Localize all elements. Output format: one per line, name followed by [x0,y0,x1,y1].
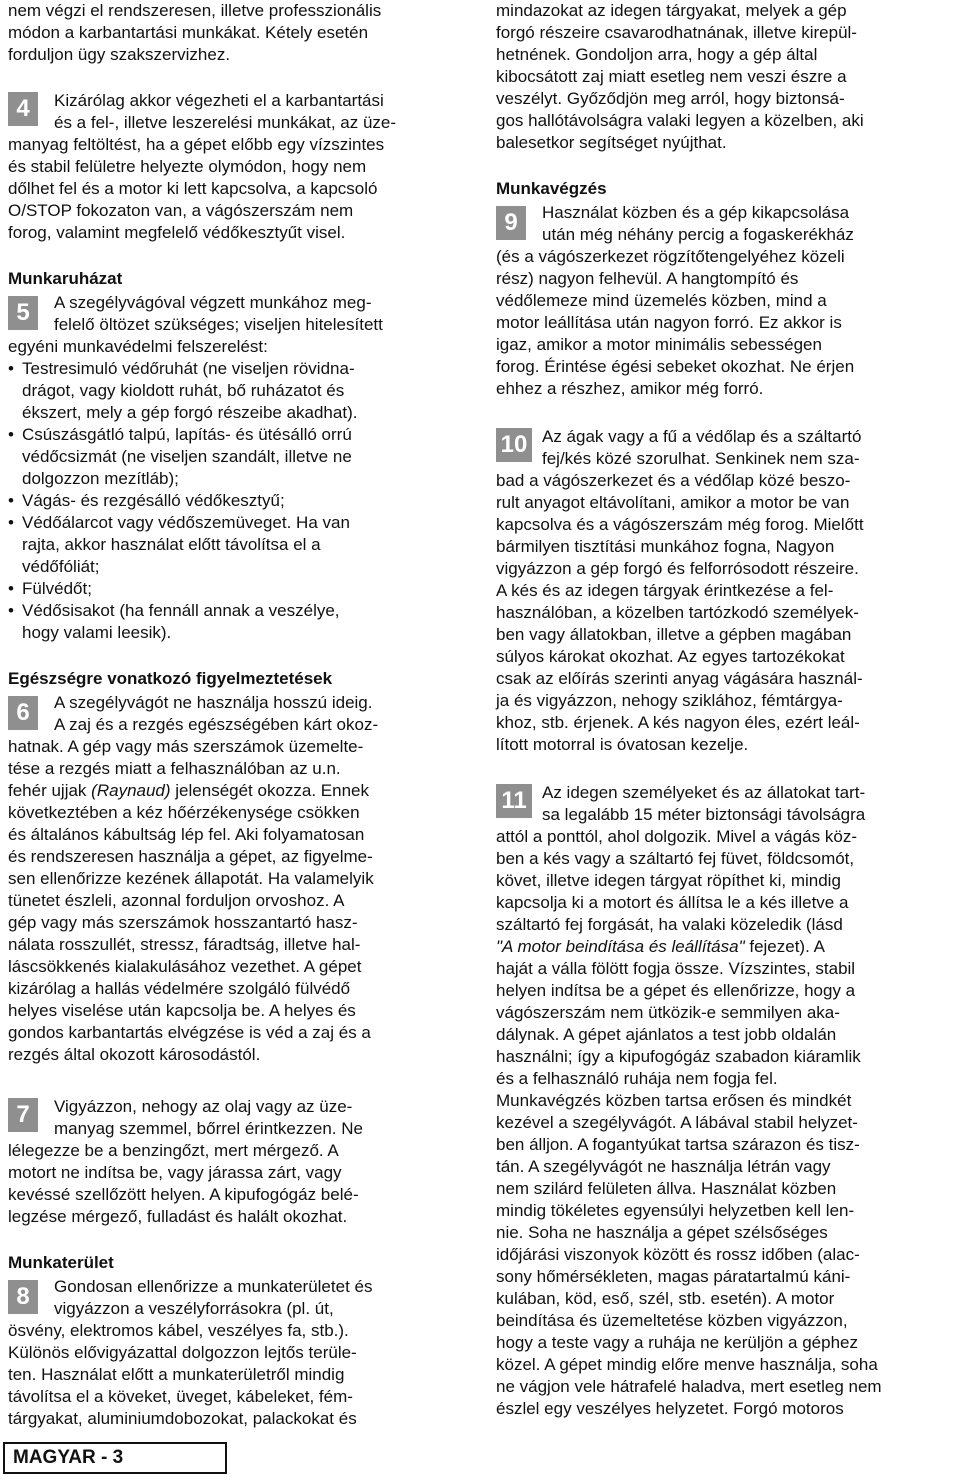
paragraph-line: rult anyagot eltávolítani, amikor a motor be van [496,493,850,512]
text-span: fehér ujjak [8,781,92,800]
paragraph-line: forgó részeire csavarodhatnának, illetve kirepül- [496,23,857,42]
bullet-item [8,512,350,534]
paragraph-line: rezgés által okozott károsodástól. [8,1045,261,1064]
paragraph-line: kapcsolva és a vágószerszám még forog. Mielőtt [496,515,864,534]
paragraph-line: forog. Érintése égési sebeket okozhat. Ne érjen [496,357,855,376]
bullet-text: Csúszásgátló talpú, lapítás- és ütésálló orrú [22,425,352,444]
italic-term: (Raynaud) [91,781,171,800]
paragraph-line: száltartó fej forgását, ha valaki közeledik (lásd [496,915,843,934]
paragraph-line: hetnének. Gondoljon arra, hogy a gép által [496,45,818,64]
bullet-continuation: drágot, vagy kioldott ruhát, bő ruházatot és [22,381,345,400]
paragraph-line: vágószerszám nem ütközik-e semmilyen aka- [496,1003,840,1022]
section-number-badge: 4 [8,92,38,126]
paragraph-line: ja és vigyázzon, nehogy sziklához, fémtárgya- [496,691,843,710]
text-span: fejezet). A [744,937,825,956]
section-heading: Munkavégzés [496,179,607,198]
paragraph-line: tése a rezgés miatt a felhasználóban az u.n. [8,759,341,778]
bullet-continuation: védőcsizmát (ne viseljen szandált, illetve ne [22,447,352,466]
bullet-marker: • [8,425,14,444]
paragraph-line: védőlemeze mind üzemelés közben, mind a [496,291,827,310]
paragraph-line: nem szilárd felületen állva. Használat közben [496,1179,837,1198]
page-footer-label: MAGYAR - 3 [3,1442,227,1474]
paragraph-line: Vigyázzon, nehogy az olaj vagy az üze- [54,1097,353,1116]
paragraph-line: nie. Soha ne használja a gépet szélsőséges [496,1223,828,1242]
bullet-marker: • [8,601,14,620]
paragraph-line: A szegélyvágót ne használja hosszú ideig. [54,693,373,712]
paragraph-line: és általános kábultság lép fel. Aki folyamatosan [8,825,365,844]
paragraph-line: kizárólag a hallás védelmére szolgáló fülvédő [8,979,351,998]
section-number-badge: 10 [496,428,532,462]
paragraph-line: sa legalább 15 méter biztonsági távolságra [542,805,866,824]
paragraph-line: tán. A szegélyvágót ne használja létrán vagy [496,1157,831,1176]
paragraph-line: gép vagy más szerszámok hosszantartó hasz- [8,913,358,932]
bullet-marker: • [8,579,14,598]
paragraph-line: módon a karbantartási munkákat. Kétely esetén [8,23,369,42]
bullet-continuation: ékszert, mely a gép forgó részeibe akadhat). [22,403,358,422]
paragraph-line: kapcsolja ki a motort és állítsa le a kés illetve a [496,893,849,912]
section-number-badge: 5 [8,296,38,330]
paragraph-line: időjárási viszonyok között és rossz időben (alac- [496,1245,860,1264]
bullet-item [8,578,92,600]
paragraph-line: motort ne indítsa be, vagy járassa zárt, vagy [8,1163,342,1182]
section-number-badge: 11 [496,784,532,818]
paragraph-line: és stabil felületre helyezte olymódon, hogy nem [8,157,367,176]
paragraph-line: Az idegen személyeket és az állatokat tart- [542,783,866,802]
paragraph-line: követ, illetve idegen tárgyat röpíthet ki, mindig [496,871,841,890]
italic-chapter-reference: "A motor beindítása és leállítása" [496,937,745,956]
paragraph-line: rész) nagyon felhevül. A hangtompító és [496,269,799,288]
bullet-marker: • [8,513,14,532]
paragraph-line: láscsökkenés kialakulásához vezethet. A gépet [8,957,362,976]
paragraph-line: ehhez a részhez, amikor még forró. [496,379,764,398]
section-number-badge: 9 [496,206,526,240]
paragraph-line: (és a vágószerkezet rögzítőtengelyéhez közeli [496,247,845,266]
section-number-badge: 7 [8,1098,38,1132]
paragraph-line: igaz, amikor a motor minimális sebességen [496,335,822,354]
paragraph-line: és a felhasználó ruhája nem fogja fel. [496,1069,778,1088]
paragraph-line: khoz, stb. érjenek. A kés nagyon éles, ezért leál- [496,713,860,732]
paragraph-line: beindítása és üzemeltetése közben vigyázzon, [496,1311,848,1330]
paragraph-line: helyes viselése után kapcsolja be. A helyes és [8,1001,356,1020]
paragraph-line: sen ellenőrizze kezének állapotát. Ha valamelyik [8,869,374,888]
paragraph-line: kibocsátott zaj miatt esetleg nem veszi észre a [496,67,847,86]
paragraph-line: hatnak. A gép vagy más szerszámok üzemelte- [8,737,364,756]
paragraph-line: motor leállítása után nagyon forró. Ez akkor is [496,313,842,332]
paragraph-line: ben álljon. A fogantyúkat tartsa szárazon és tisz- [496,1135,860,1154]
bullet-text: Vágás- és rezgésálló védőkesztyű; [22,491,285,510]
section-heading: Egészségre vonatkozó figyelmeztetések [8,669,333,688]
paragraph-line: tárgyakat, aluminiumdobozokat, palackokat és [8,1409,357,1428]
paragraph-line: mindig tökéletes egyensúlyi helyzetben kell len- [496,1201,855,1220]
paragraph-line: kulában, köd, eső, szél, stb. esetén). A motor [496,1289,835,1308]
paragraph-line [8,780,369,802]
paragraph-line: bármilyen tisztítási munkához fogna, Nagyon [496,537,835,556]
paragraph-line: bad a vágószerkezet és a védőlap közé beszo- [496,471,851,490]
paragraph-line: lított motorral is óvatosan kezelje. [496,735,749,754]
paragraph-line: használni; így a kipufogógáz szabadon kiáramlik [496,1047,861,1066]
paragraph-line: mindazokat az idegen tárgyakat, melyek a gép [496,1,847,20]
paragraph-line: használóban, a közelben tartózkodó személyek- [496,603,859,622]
bullet-continuation: rajta, akkor használat előtt távolítsa el a [22,535,321,554]
paragraph-line: Kizárólag akkor végezheti el a karbantartási [54,91,384,110]
section-heading: Munkaruházat [8,269,123,288]
paragraph-line: ösvény, elektromos kábel, veszélyes fa, stb.). [8,1321,349,1340]
paragraph-line: után még néhány percig a fogaskerékház [542,225,854,244]
paragraph-line: hogy a teste vagy a ruhája ne kerüljön a géphez [496,1333,858,1352]
bullet-continuation: hogy valami leesik). [22,623,172,642]
bullet-text: Védőálarcot vagy védőszemüveget. Ha van [22,513,350,532]
bullet-text: Fülvédőt; [22,579,92,598]
paragraph-line: A szegélyvágóval végzett munkához meg- [54,293,372,312]
paragraph-line: lélegezze be a benzingőzt, mert mérgező. A [8,1141,339,1160]
paragraph-line: dálynak. A gépet ajánlatos a test jobb oldalán [496,1025,837,1044]
paragraph-line: ben vagy állatokban, illetve a gépben magában [496,625,852,644]
paragraph-line: nálata rosszullét, stressz, fáradtság, illetve hal- [8,935,361,954]
paragraph-line: dőlhet fel és a motor ki lett kapcsolva, a kapcsoló [8,179,378,198]
bullet-continuation: dolgozzon mezítláb); [22,469,179,488]
paragraph-line: forduljon ügy szakszervizhez. [8,45,231,64]
bullet-item [8,424,352,446]
paragraph-line: gos hallótávolságra valaki legyen a közelben, aki [496,111,864,130]
paragraph-line: csak az előírás szerinti anyag vágására használ- [496,669,863,688]
paragraph-line: egyéni munkavédelmi felszerelést: [8,337,268,356]
paragraph-line: Munkavégzés közben tartsa erősen és mindkét [496,1091,852,1110]
paragraph-line: és rendszeresen használja a gépet, az figyelme- [8,847,373,866]
section-heading: Munkaterület [8,1253,114,1272]
bullet-text: Testresimuló védőruhát (ne viseljen rövidna- [22,359,355,378]
paragraph-line: közel. A gépet mindig előre menve használja, soha [496,1355,878,1374]
paragraph-line: kezével a szegélyvágót. A lábával stabil helyzet- [496,1113,858,1132]
bullet-marker: • [8,359,14,378]
paragraph-line: veszélyt. Győződjön meg arról, hogy biztonsá- [496,89,845,108]
paragraph-line [496,936,825,958]
paragraph-line: súlyos károkat okozhat. Az egyes tartozékokat [496,647,845,666]
paragraph-line: O/STOP fokozaton van, a vágószerszám nem [8,201,354,220]
bullet-item [8,490,285,512]
bullet-item [8,600,340,622]
paragraph-line: manyag szemmel, bőrrel érintkezzen. Ne [54,1119,363,1138]
paragraph-line: sony hőmérsékleten, magas páratartalmú káni- [496,1267,851,1286]
paragraph-line: távolítsa el a köveket, üveget, kábeleket, fém- [8,1387,353,1406]
section-number-badge: 8 [8,1280,38,1314]
paragraph-line: kevéssé szellőzött helyen. A kipufogógáz belé- [8,1185,359,1204]
bullet-continuation: védőfóliát; [22,557,100,576]
paragraph-line: forog, valamint megfelelő védőkesztyűt visel. [8,223,346,242]
bullet-marker: • [8,491,14,510]
paragraph-line: vigyázzon a gép forgó és felforrósodott részeire. [496,559,859,578]
paragraph-line: attól a ponttól, ahol dolgozik. Mivel a vágás köz- [496,827,857,846]
paragraph-line: ten. Használat előtt a munkaterületről mindig [8,1365,345,1384]
paragraph-line: ben a kés vagy a száltartó fej füvet, földcsomót, [496,849,855,868]
paragraph-line: Használat közben és a gép kikapcsolása [542,203,850,222]
paragraph-line: ne vágjon vele hátrafelé haladva, mert esetleg nem [496,1377,882,1396]
paragraph-line: tünetet észleli, azonnal forduljon orvoshoz. A [8,891,345,910]
paragraph-line: A zaj és a rezgés egészségében kárt okoz- [54,715,379,734]
paragraph-line: helyen indítsa be a gépet és ellenőrizze, hogy a [496,981,856,1000]
paragraph-line: vigyázzon a veszélyforrásokra (pl. út, [54,1299,334,1318]
paragraph-line: Gondosan ellenőrizze a munkaterületet és [54,1277,373,1296]
paragraph-line: Különös elővigyázattal dolgozzon lejtős terüle- [8,1343,357,1362]
paragraph-line: fej/kés közé szorulhat. Senkinek nem sza- [542,449,860,468]
paragraph-line: nem végzi el rendszeresen, illetve professzionális [8,1,382,20]
paragraph-line: észlel egy veszélyes helyzetet. Forgó motoros [496,1399,844,1418]
paragraph-line: balesetkor segítséget nyújthat. [496,133,727,152]
text-span: jelenségét okozza. Ennek [170,781,370,800]
paragraph-line: haját a válla fölött fogja össze. Vízszintes, stabil [496,959,856,978]
paragraph-line: Az ágak vagy a fű a védőlap és a száltartó [542,427,862,446]
bullet-item [8,358,355,380]
paragraph-line: gondos karbantartás elvégzése is véd a zaj és a [8,1023,371,1042]
paragraph-line: manyag feltöltést, ha a gépet előbb egy vízszintes [8,135,385,154]
paragraph-line: A kés és az idegen tárgyak érintkezése a fel- [496,581,834,600]
paragraph-line: és a fel-, illetve leszerelési munkákat, az üze- [54,113,397,132]
section-number-badge: 6 [8,696,38,730]
bullet-text: Védősisakot (ha fennáll annak a veszélye, [22,601,340,620]
paragraph-line: legzése mérgező, fulladást és halált okozhat. [8,1207,348,1226]
paragraph-line: következtében a kéz hőérzékenysége csökken [8,803,360,822]
paragraph-line: felelő öltözet szükséges; viseljen hitelesített [54,315,383,334]
